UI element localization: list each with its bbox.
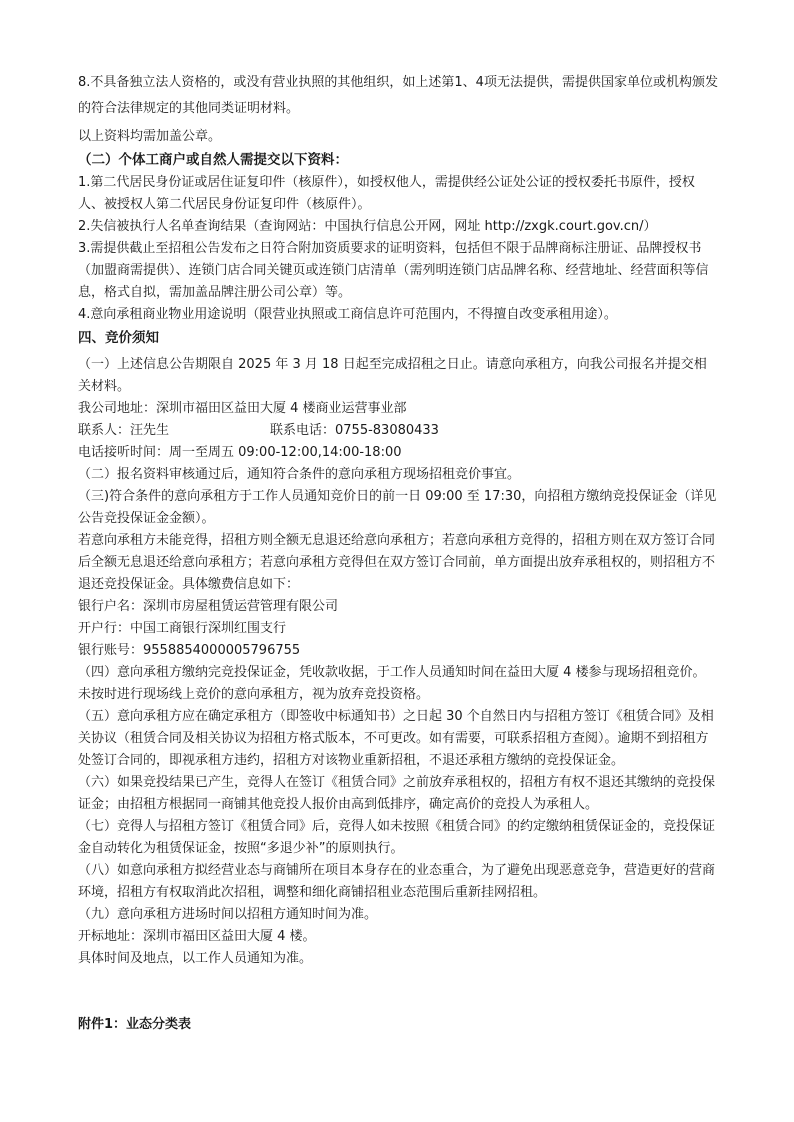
notice-4: （四）意向承租方缴纳完竞投保证金，凭收款收据，于工作人员通知时间在益田大厦 4 楼参与现场招租竞价。未按时进行现场线上竞价的意向承租方，视为放弃竞投资格。 — [78, 665, 706, 702]
phone-hours: 电话接听时间：周一至周五 09:00-12:00,14:00-18:00 — [78, 445, 402, 460]
notice-8: （八）如意向承租方拟经营业态与商铺所在项目本身存在的业态重合，为了避免出现恶意竞争，营造更好的营商环境，招租方有权取消此次招租，调整和细化商铺招租业态范围后重新挂网招租。 — [78, 863, 716, 900]
section-4-title: 四、竞价须知 — [78, 330, 159, 346]
attachment-title: 附件1：业态分类表 — [78, 1017, 192, 1032]
contact-person: 联系人：汪先生 — [78, 423, 170, 438]
notice-3: （三)符合条件的意向承租方于工作人员通知竞价日的前一日 09:00 至 17:30，向招租方缴纳竞投保证金（详见公告竞投保证金金额）。 — [78, 489, 717, 526]
contact-phone: 联系电话：0755-83080433 — [270, 423, 439, 438]
sec2-item-1: 1.第二代居民身份证或居住证复印件（核原件），如授权他人，需提供经公证处公证的授权委托书原件，授权人、被授权人第二代居民身份证复印件（核原件）。 — [78, 175, 695, 212]
notice-6: （六）如果竞投结果已产生，竞得人在签订《租赁合同》之前放弃承租权的，招租方有权不退还其缴纳的竞投保证金；由招租方根据同一商铺其他竞投人报价由高到低排序，确定高价的竞投人为承租人。 — [78, 775, 716, 812]
notice-9: （九）意向承租方进场时间以招租方通知时间为准。 — [78, 907, 378, 922]
para-item-8: 8.不具备独立法人资格的，或没有营业执照的其他组织，如上述第1、4项无法提供，需提供国家单位或机构颁发的符合法律规定的其他同类证明材料。 — [78, 75, 718, 116]
sec2-item-4: 4.意向承租商业物业用途说明（限营业执照或工商信息许可范围内，不得擅自改变承租用途）。 — [78, 307, 617, 322]
sec2-item-2: 2.失信被执行人名单查询结果（查询网站：中国执行信息公开网，网址 http://zxgk.court.gov.cn/） — [78, 219, 657, 234]
seal-note: 以上资料均需加盖公章。 — [78, 129, 222, 144]
refund-rules: 若意向承租方未能竞得，招租方则全额无息退还给意向承租方；若意向承租方竞得的，招租方则在双方签订合同后全额无息退还给意向承租方；若意向承租方竞得但在双方签订合同前，单方面提出放弃承租权的，则招租方不退还竞投保证金。具体缴费信息如下： — [78, 533, 716, 592]
bank-account-name: 银行户名：深圳市房屋租赁运营管理有限公司 — [78, 599, 339, 614]
bank-account-number: 银行账号：9558854000005796755 — [78, 643, 301, 658]
notice-5: （五）意向承租方应在确定承租方（即签收中标通知书）之日起 30 个自然日内与招租方签订《租赁合同》及相关协议（租赁合同及相关协议为招租方格式版本，不可更改。如有需要，可联系招租方查阅）。逾期不到招租方处签订合同的，即视承租方违约，招租方对该物业重新招租，不退还承租方缴纳的竞投保证金。 — [78, 709, 714, 768]
company-address: 我公司地址：深圳市福田区益田大厦 4 楼商业运营事业部 — [78, 401, 407, 416]
document-page — [78, 70, 718, 1036]
venue-note: 具体时间及地点，以工作人员通知为准。 — [78, 951, 313, 966]
section-2-title: （二）个体工商户或自然人需提交以下资料： — [78, 152, 348, 168]
notice-1: （一）上述信息公告期限自 2025 年 3 月 18 日起至完成招租之日止。请意向承租方，向我公司报名并提交相关材料。 — [78, 357, 707, 394]
notice-7: （七）竞得人与招租方签订《租赁合同》后，竞得人如未按照《租赁合同》的约定缴纳租赁保证金的，竞投保证金自动转化为租赁保证金，按照“多退少补”的原则执行。 — [78, 819, 716, 856]
venue-address: 开标地址：深圳市福田区益田大厦 4 楼。 — [78, 929, 316, 944]
notice-2: （二）报名资料审核通过后，通知符合条件的意向承租方现场招租竞价事宜。 — [78, 467, 521, 482]
contact-row — [78, 420, 718, 442]
bank-branch: 开户行：中国工商银行深圳红围支行 — [78, 621, 287, 636]
sec2-item-3: 3.需提供截止至招租公告发布之日符合附加资质要求的证明资料，包括但不限于品牌商标注册证、品牌授权书（加盟商需提供）、连锁门店合同关键页或连锁门店清单（需列明连锁门店品牌名称、经营地址、经营面积等信息，格式自拟，需加盖品牌注册公司公章）等。 — [78, 241, 709, 300]
